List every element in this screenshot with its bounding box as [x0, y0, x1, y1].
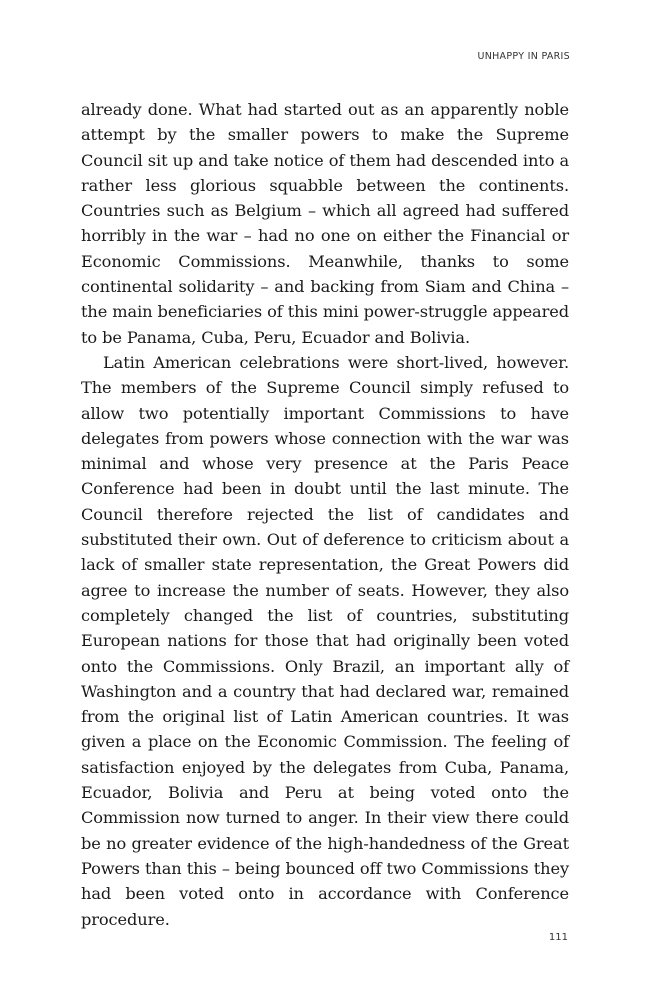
paragraph-1: already done. What had started out as an apparently noble attempt by the smaller powers to make the Supreme Council sit up and take notice of them had descended into a rather less glorious squabble between the continents. Countries such as Belgium – which all agreed had suffered horribly in the war – had no one on either the Financial or Economic Commissions. Meanwhile, thanks to some continental solidarity – and backing from Siam and China – the main beneficiaries of this mini power-struggle appeared to be Panama, Cuba, Peru, Ecuador and Bolivia. [81, 100, 569, 347]
running-head: UNHAPPY IN PARIS [477, 51, 570, 62]
page-number: 111 [548, 932, 568, 943]
body-text [81, 97, 569, 932]
paragraph-2: Latin American celebrations were short-lived, however. The members of the Supreme Council simply refused to allow two potentially important Commissions to have delegates from powers whose connection with the war was minimal and whose very presence at the Paris Peace Conference had been in doubt until the last minute. The Council therefore rejected the list of candidates and substituted their own. Out of deference to criticism about a lack of smaller state representation, the Great Powers did agree to increase the number of seats. However, they also completely changed the list of countries, substituting European nations for those that had originally been voted onto the Commissions. Only Brazil, an important ally of Washington and a country that had declared war, remained from the original list of Latin American countries. It was given a place on the Economic Commission. The feeling of satisfaction enjoyed by the delegates from Cuba, Panama, Ecuador, Bolivia and Peru at being voted onto the Commission now turned to anger. In their view there could be no greater evidence of the high-handedness of the Great Powers than this – being bounced off two Commissions they had been voted onto in accordance with Conference procedure. [81, 352, 569, 929]
